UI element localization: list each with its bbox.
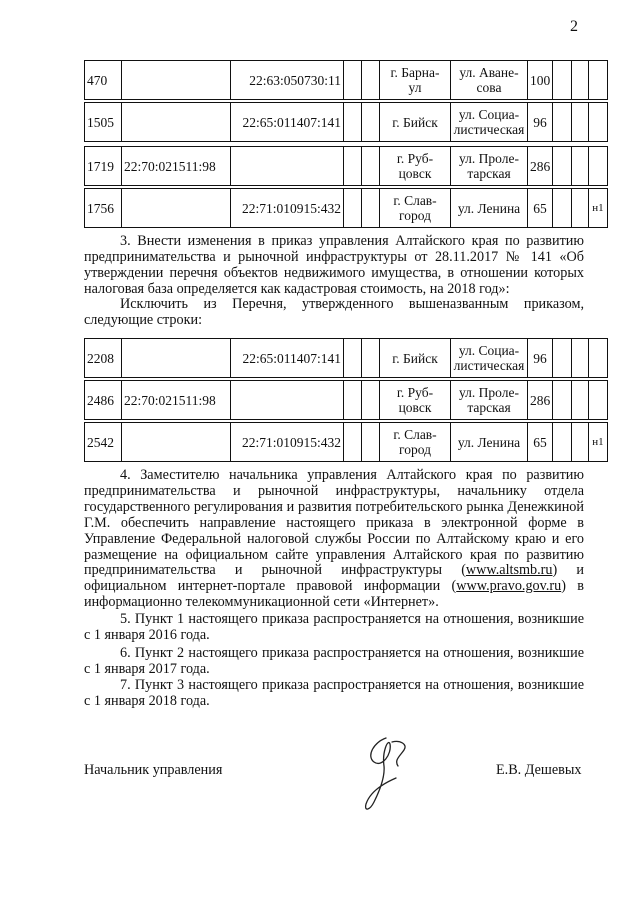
table-row [84, 146, 608, 186]
cell-empty [362, 423, 380, 462]
cell-cadastral-a [122, 61, 231, 100]
cell-empty [362, 381, 380, 420]
cell-mark: н1 [589, 423, 608, 462]
cell-number: 1719 [85, 147, 122, 186]
cell-cadastral-b: 22:71:010915:432 [231, 189, 344, 228]
cell-cadastral-a [122, 103, 231, 142]
altsmb-link[interactable]: www.altsmb.ru [465, 562, 553, 579]
cell-mark [589, 381, 608, 420]
cell-number: 470 [85, 61, 122, 100]
cell-empty [553, 147, 572, 186]
cell-cadastral-b: 22:65:011407:141 [231, 103, 344, 142]
cell-empty [362, 339, 380, 378]
signer-title: Начальник управления [84, 762, 223, 778]
cell-empty [362, 61, 380, 100]
cell-number: 1505 [85, 103, 122, 142]
cell-street: ул. Ленина [451, 189, 528, 228]
cell-city: г. Руб- цовск [380, 381, 451, 420]
item-7-text: 7. Пункт 3 настоящего приказа распространяется на отношения, возникшие с 1 января 2018 года. [84, 677, 584, 709]
cell-number: 2486 [85, 381, 122, 420]
cell-house: 286 [528, 147, 553, 186]
cell-cadastral-a [122, 423, 231, 462]
cell-house: 96 [528, 339, 553, 378]
cell-number: 1756 [85, 189, 122, 228]
table-row [84, 338, 608, 378]
table-row [84, 102, 608, 142]
item-4-text [84, 468, 584, 611]
pravo-link[interactable]: www.pravo.gov.ru [456, 578, 562, 595]
cell-empty [344, 147, 362, 186]
cell-mark [589, 103, 608, 142]
cell-empty [362, 103, 380, 142]
cell-empty [344, 189, 362, 228]
cell-cadastral-a [122, 339, 231, 378]
cell-empty [572, 103, 589, 142]
cell-empty [553, 339, 572, 378]
cell-street: ул. Ленина [451, 423, 528, 462]
cell-house: 65 [528, 423, 553, 462]
item-4-part-2: ) и официальном интернет-портале правовой информации ( [84, 562, 584, 595]
cell-cadastral-b [231, 147, 344, 186]
cell-street: ул. Социа- листическая [451, 339, 528, 378]
cell-empty [572, 147, 589, 186]
cell-empty [572, 423, 589, 462]
table-row [84, 380, 608, 420]
page-number: 2 [570, 18, 578, 35]
cell-empty [572, 61, 589, 100]
cell-empty [344, 423, 362, 462]
signer-name: Е.В. Дешевых [496, 762, 582, 778]
cell-empty [344, 381, 362, 420]
cell-mark [589, 147, 608, 186]
cell-empty [572, 189, 589, 228]
cell-mark: н1 [589, 189, 608, 228]
cell-cadastral-a: 22:70:021511:98 [122, 147, 231, 186]
cell-empty [362, 147, 380, 186]
cell-number: 2542 [85, 423, 122, 462]
cell-cadastral-b [231, 381, 344, 420]
cell-cadastral-b: 22:71:010915:432 [231, 423, 344, 462]
cell-city: г. Бийск [380, 103, 451, 142]
cell-mark [589, 339, 608, 378]
cell-city: г. Бийск [380, 339, 451, 378]
table-row [84, 188, 608, 228]
item-4-part-3: ) в информационно телекоммуникационной сети «Интернет». [84, 578, 584, 611]
cell-cadastral-b: 22:63:050730:11 [231, 61, 344, 100]
cell-city: г. Руб- цовск [380, 147, 451, 186]
cell-empty [553, 103, 572, 142]
cell-empty [553, 381, 572, 420]
cell-number: 2208 [85, 339, 122, 378]
item-4-part-1: 4. Заместителю начальника управления Алтайского края по развитию предпринимательства и рыночной инфраструктуры, начальнику отдела государственного регулирования и развития потребительского рынка Денежкиной Г.М. обеспечить направление настоящего приказа в электронной форме в Управление Федеральной налоговой службы России по Алтайскому краю и его размещение на официальном сайте управления Алтайского края по развитию предпринимательства и рыночной инфраструктуры ( [84, 467, 584, 579]
cell-empty [344, 339, 362, 378]
cell-street: ул. Проле- тарская [451, 147, 528, 186]
cell-empty [553, 423, 572, 462]
cell-empty [553, 61, 572, 100]
item-5-text: 5. Пункт 1 настоящего приказа распространяется на отношения, возникшие с 1 января 2016 года. [84, 611, 584, 643]
item-3-text: 3. Внести изменения в приказ управления Алтайского края по развитию предпринимательства и рыночной инфраструктуры от 28.11.2017 № 141 «Об утверждении перечня объектов недвижимого имущества, в отношении которых налоговая база определяется как кадастровая стоимость, на 2018 год»: [84, 233, 584, 297]
cell-empty [553, 189, 572, 228]
cell-cadastral-a [122, 189, 231, 228]
cell-house: 65 [528, 189, 553, 228]
cell-cadastral-a: 22:70:021511:98 [122, 381, 231, 420]
table-row [84, 422, 608, 462]
cell-street: ул. Аване- сова [451, 61, 528, 100]
cell-cadastral-b: 22:65:011407:141 [231, 339, 344, 378]
cell-city: г. Слав- город [380, 189, 451, 228]
item-3-exclude: Исключить из Перечня, утвержденного вышеназванным приказом, следующие строки: [84, 296, 584, 328]
cell-empty [572, 381, 589, 420]
handwritten-signature [352, 732, 422, 816]
cell-city: г. Барна- ул [380, 61, 451, 100]
cell-empty [572, 339, 589, 378]
table-row [84, 60, 608, 100]
cell-empty [362, 189, 380, 228]
cell-house: 100 [528, 61, 553, 100]
cell-house: 96 [528, 103, 553, 142]
cell-house: 286 [528, 381, 553, 420]
cell-mark [589, 61, 608, 100]
cell-city: г. Слав- город [380, 423, 451, 462]
item-6-text: 6. Пункт 2 настоящего приказа распространяется на отношения, возникшие с 1 января 2017 года. [84, 645, 584, 677]
cell-street: ул. Социа- листическая [451, 103, 528, 142]
cell-street: ул. Проле- тарская [451, 381, 528, 420]
cell-empty [344, 61, 362, 100]
cell-empty [344, 103, 362, 142]
